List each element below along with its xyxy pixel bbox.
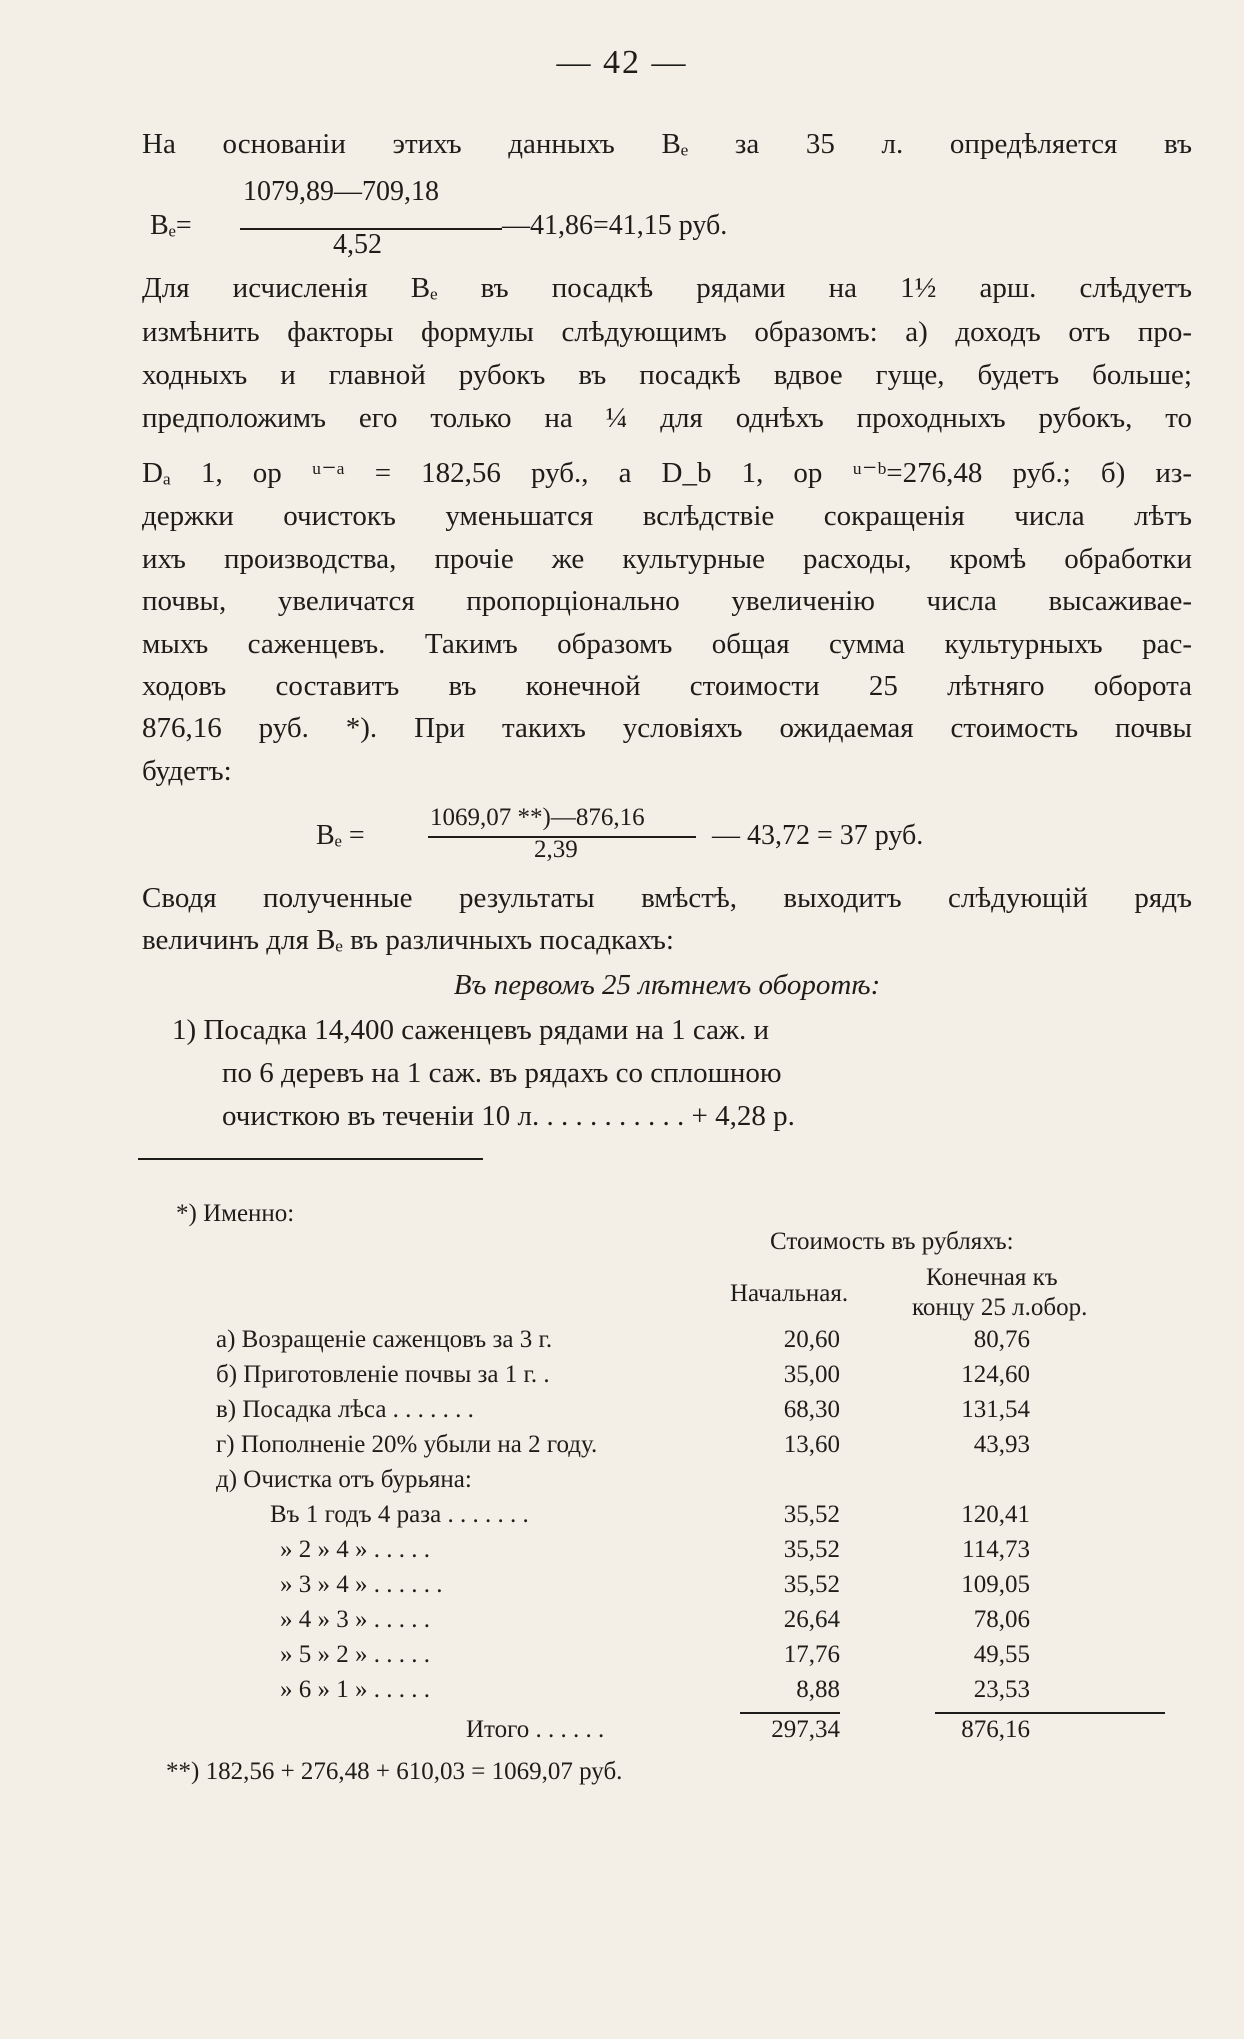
table-cell-initial: 68,30 (783, 1396, 840, 1423)
text-line-9: почвы, увеличатся пропорціонально увеличенію числа высаживае- (142, 585, 1192, 617)
table-cell-initial: 26,64 (783, 1606, 840, 1633)
table-row-label: б) Приготовленіе почвы за 1 г. . (216, 1361, 550, 1388)
text-line-1: На основаніи этихъ данныхъ Bₑ за 35 л. опредѣляется въ (142, 128, 1192, 160)
text-line-11: ходовъ составитъ въ конечной стоимости 25 лѣтняго оборота (142, 670, 1192, 702)
table-total-final: 876,16 (961, 1716, 1030, 1743)
text-line-5: предположимъ его только на ¼ для однѣхъ проходныхъ рубокъ, то (142, 402, 1192, 434)
text-line-13: будетъ: (142, 755, 232, 787)
formula1-numerator: 1079,89—709,18 (243, 176, 439, 207)
table-row-label: » 5 » 2 » . . . . . (280, 1641, 430, 1668)
table-cell-initial: 35,52 (783, 1571, 840, 1598)
section-heading: Въ первомъ 25 лѣтнемъ оборотѣ: (453, 969, 881, 1001)
formula2-numerator: 1069,07 **)—876,16 (430, 804, 645, 831)
table-row-label: » 4 » 3 » . . . . . (280, 1606, 430, 1633)
item1-line-2: по 6 деревъ на 1 саж. въ рядахъ со сплошною (222, 1057, 782, 1089)
table-total-label: Итого . . . . . . (466, 1716, 605, 1743)
table-cell-final: 114,73 (962, 1536, 1030, 1563)
formula2-denominator: 2,39 (534, 836, 578, 863)
table-cell-initial: 20,60 (783, 1326, 840, 1353)
text-line-15: величинъ для Bₑ въ различныхъ посадкахъ: (142, 924, 674, 956)
footnote1-col-final-2: концу 25 л.обор. (912, 1294, 1088, 1321)
table-cell-final: 109,05 (961, 1571, 1030, 1598)
text-line-2: Для исчисленія Bₑ въ посадкѣ рядами на 1½ арш. слѣдуетъ (142, 272, 1192, 304)
footnote-rule (138, 1158, 483, 1160)
page-number: — 42 — (556, 44, 688, 81)
table-row-label: Въ 1 годъ 4 раза . . . . . . . (270, 1501, 529, 1528)
total-rule-final (935, 1712, 1165, 1714)
table-row-label: » 2 » 4 » . . . . . (280, 1536, 430, 1563)
text-line-14: Сводя полученные результаты вмѣстѣ, выходитъ слѣдующій рядъ (142, 882, 1192, 914)
table-cell-final: 131,54 (961, 1396, 1030, 1423)
table-cell-final: 80,76 (973, 1326, 1030, 1353)
formula2-lhs: Bₑ = (316, 820, 365, 851)
footnote1-header-group: Стоимость въ рубляхъ: (770, 1228, 1014, 1255)
formula1-rhs: —41,86=41,15 руб. (502, 210, 728, 241)
table-cell-initial: 13,60 (783, 1431, 840, 1458)
footnote1-col-final-1: Конечная къ (926, 1264, 1058, 1291)
table-cell-final: 43,93 (973, 1431, 1030, 1458)
table-row-label: д) Очистка отъ бурьяна: (216, 1466, 472, 1493)
text-line-3: измѣнить факторы формулы слѣдующимъ образомъ: а) доходъ отъ про- (142, 316, 1192, 348)
footnote1-marker: *) Именно: (176, 1200, 295, 1227)
text-line-4: ходныхъ и главной рубокъ въ посадкѣ вдвое гуще, будетъ больше; (142, 359, 1192, 391)
total-rule-initial (740, 1712, 840, 1714)
table-cell-final: 120,41 (961, 1501, 1030, 1528)
footnote1-col-initial: Начальная. (730, 1280, 849, 1307)
table-cell-final: 78,06 (973, 1606, 1030, 1633)
table-row-label: » 6 » 1 » . . . . . (280, 1676, 430, 1703)
table-row-label: » 3 » 4 » . . . . . . (280, 1571, 443, 1598)
text-line-8: ихъ производства, прочіе же культурные расходы, кромѣ обработки (142, 543, 1192, 575)
item1-line-1: 1) Посадка 14,400 саженцевъ рядами на 1 саж. и (172, 1014, 770, 1046)
table-row-label: в) Посадка лѣса . . . . . . . (216, 1396, 474, 1423)
table-total-initial: 297,34 (771, 1716, 840, 1743)
table-cell-final: 23,53 (973, 1676, 1030, 1703)
table-cell-initial: 35,52 (783, 1536, 840, 1563)
text-line-12: 876,16 руб. *). При такихъ условіяхъ ожидаемая стоимость почвы (142, 712, 1192, 744)
table-cell-initial: 35,00 (783, 1361, 840, 1388)
table-cell-initial: 8,88 (796, 1676, 840, 1703)
table-cell-final: 49,55 (973, 1641, 1030, 1668)
table-row-label: а) Возращеніе саженцовъ за 3 г. (216, 1326, 553, 1353)
table-cell-initial: 35,52 (783, 1501, 840, 1528)
formula1-denominator: 4,52 (333, 229, 382, 260)
formula2-rhs: — 43,72 = 37 руб. (712, 820, 924, 851)
text-line-7: держки очистокъ уменьшатся вслѣдствіе сокращенія числа лѣтъ (142, 500, 1192, 532)
text-line-10: мыхъ саженцевъ. Такимъ образомъ общая сумма культурныхъ рас- (142, 628, 1192, 660)
table-cell-initial: 17,76 (783, 1641, 840, 1668)
footnote2: **) 182,56 + 276,48 + 610,03 = 1069,07 руб. (166, 1758, 623, 1785)
item1-line-3: очисткою въ теченіи 10 л. . . . . . . . . . . + 4,28 р. (222, 1100, 795, 1132)
formula1-lhs: Bₑ= (150, 210, 192, 241)
table-row-label: г) Пополненіе 20% убыли на 2 году. (216, 1431, 598, 1458)
text-line-6: Dₐ 1, op ᵘ⁻ᵃ = 182,56 руб., а D_b 1, op ᵘ⁻ᵇ=276,48 руб.; б) из- (142, 457, 1192, 489)
table-cell-final: 124,60 (961, 1361, 1030, 1388)
